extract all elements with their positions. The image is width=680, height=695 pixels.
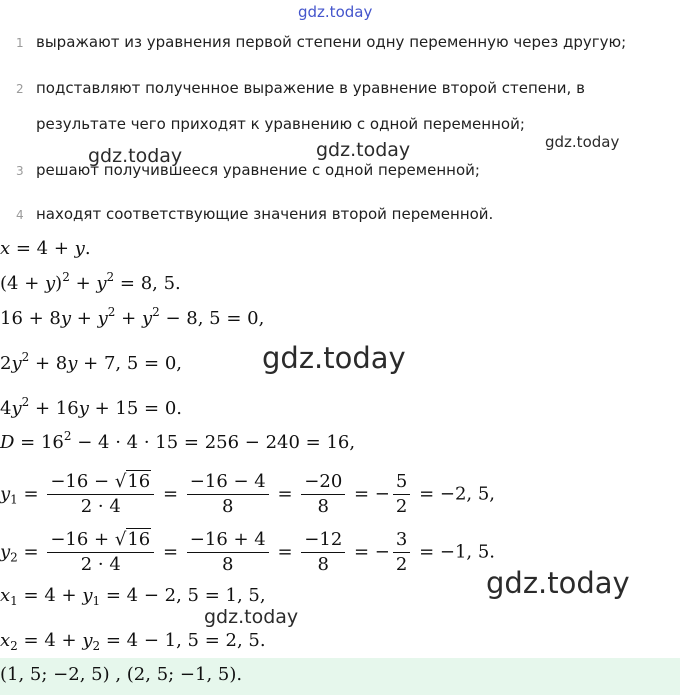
math-line-4: $2y^2 + 8y + 7$, 5 = 0, (0, 350, 182, 374)
math-line-6: $D = 16^2 - 4 \cdot 4 \cdot 15 = 256 - 240 = 16$, (0, 429, 356, 453)
watermark: gdz.today (204, 606, 299, 628)
math-line-1: x = 4 + y. (0, 238, 91, 259)
watermark: gdz.today (316, 139, 411, 161)
fraction: $\frac{-20}{8}$ (301, 470, 345, 519)
fraction: $\frac{3}{2}$ (393, 528, 410, 577)
fraction: $\frac{5}{2}$ (393, 470, 410, 519)
step-number: 1 (16, 36, 24, 50)
step-number: 4 (16, 208, 24, 222)
math-line-x2: $x_2 = 4 + y_2 = 4 - 1$, 5 = 2, 5. (0, 630, 266, 653)
step-text: решают получившееся уравнение с одной переменной; (36, 161, 480, 179)
step-text: подставляют полученное выражение в уравнение второй степени, в результате чего приходят к уравнению с одной переменной; (36, 79, 585, 133)
math-line-x1: $x_1 = 4 + y_1 = 4 - 2$, 5 = 1, 5, (0, 585, 266, 608)
step-number: 3 (16, 164, 24, 178)
watermark: gdz.today (262, 341, 406, 375)
fraction: $\frac{-16 + 4}{8}$ (187, 528, 269, 577)
fraction: $\frac{-16 + √16}{2 \cdot 4}$ (47, 528, 154, 577)
watermark: gdz.today (486, 566, 630, 600)
fraction: $\frac{-16 - 4}{8}$ (187, 470, 269, 519)
watermark-top: gdz.today (298, 3, 373, 21)
step-text: находят соответствующие значения второй переменной. (36, 205, 494, 223)
answer-text: (1, 5; −2, 5) , (2, 5; −1, 5). (0, 664, 243, 685)
answer-box (0, 658, 680, 695)
math-line-5: $4y^2 + 16y + 15 = 0$. (0, 395, 183, 419)
math-line-y1: $y_1$ = $\frac{-16 - √16}{2 \cdot 4}$ = $\frac{-16 - 4}{8}$ = $\frac{-20}{8}$ = − $\frac{5}{2}$ = −2, 5, (0, 471, 496, 517)
watermark: gdz.today (545, 133, 620, 151)
fraction: $\frac{-12}{8}$ (301, 528, 345, 577)
watermark: gdz.today (88, 145, 183, 167)
math-line-y2: $y_2$ = $\frac{-16 + √16}{2 \cdot 4}$ = $\frac{-16 + 4}{8}$ = $\frac{-12}{8}$ = − $\frac{3}{2}$ = −1, 5. (0, 529, 496, 575)
step-text: выражают из уравнения первой степени одну переменную через другую; (36, 33, 627, 51)
fraction: $\frac{-16 - √16}{2 \cdot 4}$ (47, 470, 154, 519)
math-line-2: $(4 + y)^2 + y^2 = 8$, 5. (0, 270, 181, 294)
math-line-3: $16 + 8y + y^2 + y^2 - 8$, 5 = 0, (0, 305, 265, 329)
step-number: 2 (16, 82, 24, 96)
